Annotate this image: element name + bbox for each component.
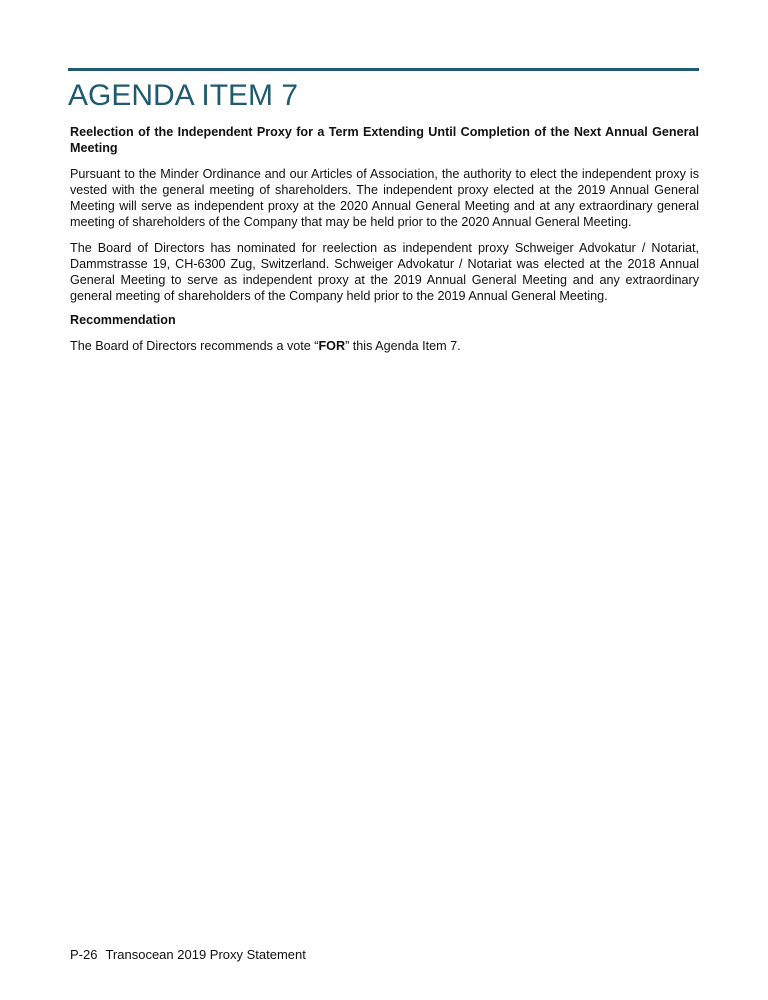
page-number: P-26	[70, 947, 98, 962]
page-footer	[70, 947, 306, 963]
paragraph: Pursuant to the Minder Ordinance and our Articles of Association, the authority to elect the independent proxy is vested with the general meeting of shareholders. The independent proxy elected at the 2019 Annual General Meeting will serve as independent proxy at the 2020 Annual General Meeting and at any extraordinary general meeting of shareholders of the Company that may be held prior to the 2020 Annual General Meeting.	[70, 167, 699, 229]
recommendation-text-before: The Board of Directors recommends a vote “	[70, 339, 319, 353]
section-subheading: Reelection of the Independent Proxy for a Term Extending Until Completion of the Next Annual General Meeting	[70, 125, 699, 155]
document-title: Transocean 2019 Proxy Statement	[105, 947, 306, 962]
recommendation-emphasis: FOR	[318, 339, 346, 353]
header-rule	[68, 68, 699, 71]
recommendation-heading: Recommendation	[70, 313, 176, 327]
page-title: AGENDA ITEM 7	[68, 79, 299, 112]
paragraph: The Board of Directors has nominated for reelection as independent proxy Schweiger Advokatur / Notariat, Dammstrasse 19, CH-6300 Zug, Switzerland. Schweiger Advokatur / Notariat was elected at the 2018 Annual General Meeting to serve as independent proxy at the 2019 Annual General Meeting and any extraordinary general meeting of shareholders of the Company held prior to the 2019 Annual General Meeting.	[70, 241, 699, 303]
recommendation-text-after: ” this Agenda Item 7.	[345, 339, 461, 353]
recommendation-text	[70, 338, 699, 354]
